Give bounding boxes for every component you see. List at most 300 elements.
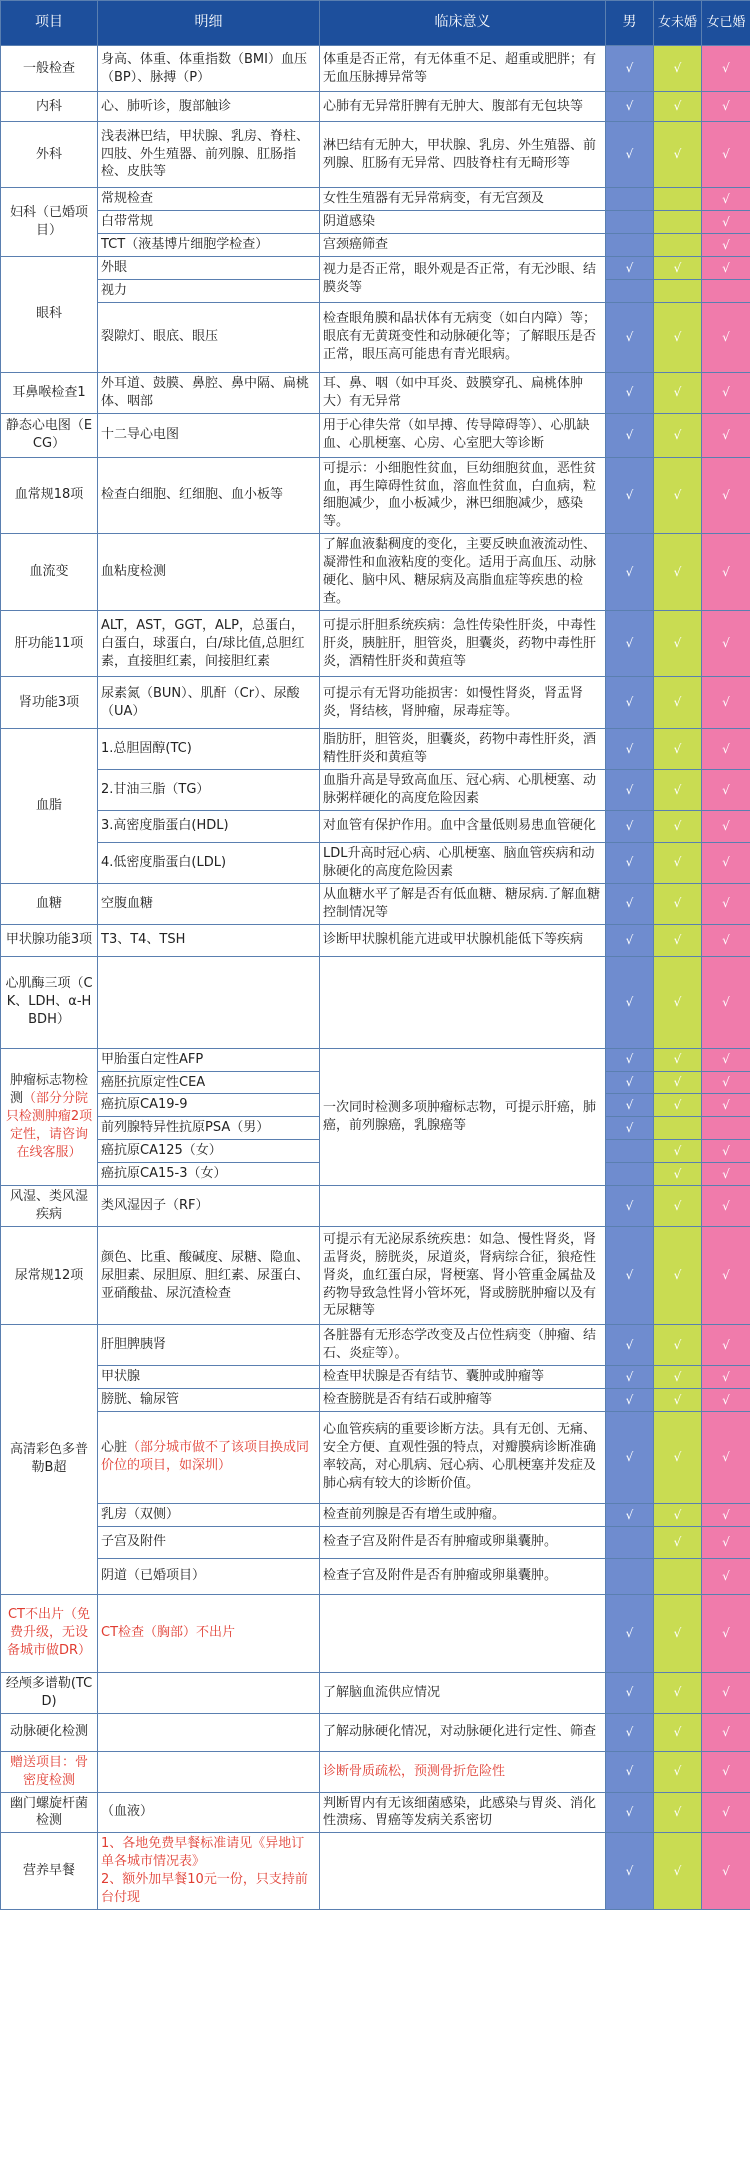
category-cell xyxy=(1,256,98,372)
category-cell xyxy=(1,883,98,924)
category-cell xyxy=(1,956,98,1048)
detail-cell xyxy=(98,611,320,677)
male-check: √ xyxy=(606,1325,654,1366)
detail-cell xyxy=(98,1503,320,1526)
male-check: √ xyxy=(606,1833,654,1910)
detail-text: 外耳道、鼓膜、鼻腔、鼻中隔、扁桃体、咽部 xyxy=(101,375,310,409)
female-married-check: √ xyxy=(702,1186,750,1227)
meaning-cell: 检查子宫及附件是否有肿瘤或卵巢囊肿。 xyxy=(320,1558,606,1594)
male-check: √ xyxy=(606,729,654,770)
detail-cell xyxy=(98,1672,320,1713)
category-cell xyxy=(1,92,98,122)
category-label: 肝功能11项 xyxy=(14,635,84,651)
category-cell xyxy=(1,1672,98,1713)
female-unmarried-check: √ xyxy=(654,1411,702,1503)
category-label: 动脉硬化检测 xyxy=(9,1724,88,1740)
category-cell xyxy=(1,413,98,457)
meaning-cell: 诊断甲状腺机能亢进或甲状腺机能低下等疾病 xyxy=(320,924,606,956)
male-check: √ xyxy=(606,1365,654,1388)
male-check: √ xyxy=(606,256,654,279)
detail-cell xyxy=(98,413,320,457)
detail-text: 前列腺特异性抗原PSA（男） xyxy=(101,1120,270,1136)
detail-text: 检查白细胞、红细胞、血小板等 xyxy=(101,487,284,503)
female-married-check: √ xyxy=(702,1833,750,1910)
detail-cell xyxy=(98,1792,320,1833)
female-married-check: √ xyxy=(702,210,750,233)
meaning-cell: 检查眼角膜和晶状体有无病变（如白内障）等；眼底有无黄斑变性和动脉硬化等；了解眼压是否正常，眼压高可能患有青光眼病。 xyxy=(320,302,606,372)
female-married-check: √ xyxy=(702,924,750,956)
detail-text: 甲状腺 xyxy=(101,1368,141,1384)
detail-text: 十二导心电图 xyxy=(101,427,180,443)
detail-text: T3、T4、TSH xyxy=(101,932,186,948)
meaning-cell xyxy=(320,1833,606,1910)
female-married-check: √ xyxy=(702,1713,750,1751)
male-check: √ xyxy=(606,810,654,842)
detail-cell xyxy=(98,1117,320,1140)
meaning-cell: 了解血液黏稠度的变化，主要反映血液流动性、凝滞性和血液粘度的变化。适用于高血压、动脉硬化、脑中风、糖尿病及高脂血症等疾患的检查。 xyxy=(320,534,606,611)
female-unmarried-check: √ xyxy=(654,1672,702,1713)
meaning-cell: 可提示有无泌尿系统疾患：如急、慢性肾炎，肾盂肾炎，膀胱炎，尿道炎，肾病综合征，狼疮性肾炎，血红蛋白尿，肾梗塞、肾小管重金属盐及药物导致急性肾小管坏死，肾或膀胱肿瘤以及有无尿糖等 xyxy=(320,1227,606,1325)
table-row xyxy=(1,1833,750,1910)
detail-cell xyxy=(98,1833,320,1910)
detail-cell xyxy=(98,1071,320,1094)
meaning-cell: 各脏器有无形态学改变及占位性病变（肿瘤、结石、炎症等）。 xyxy=(320,1325,606,1366)
detail-text: （血液） xyxy=(101,1804,154,1820)
meaning-cell: 可提示有无肾功能损害：如慢性肾炎，肾盂肾炎，肾结核，肾肿瘤，尿毒症等。 xyxy=(320,677,606,729)
male-check xyxy=(606,1558,654,1594)
detail-cell xyxy=(98,457,320,534)
detail-cell xyxy=(98,924,320,956)
female-unmarried-check: √ xyxy=(654,810,702,842)
female-married-check: √ xyxy=(702,233,750,256)
detail-text: 癌胚抗原定性CEA xyxy=(101,1074,206,1090)
female-unmarried-check: √ xyxy=(654,413,702,457)
table-row xyxy=(1,92,750,122)
category-label: 高清彩色多普勒B超 xyxy=(9,1442,88,1476)
detail-cell xyxy=(98,677,320,729)
female-married-check xyxy=(702,279,750,302)
male-check: √ xyxy=(606,1672,654,1713)
female-married-check: √ xyxy=(702,372,750,413)
female-unmarried-check: √ xyxy=(654,611,702,677)
table-row xyxy=(1,1325,750,1366)
female-unmarried-check: √ xyxy=(654,1325,702,1366)
detail-text: 癌抗原CA125（女） xyxy=(101,1143,222,1159)
female-married-check: √ xyxy=(702,1388,750,1411)
female-married-check: √ xyxy=(702,677,750,729)
detail-text: 3.高密度脂蛋白(HDL) xyxy=(101,818,229,834)
detail-cell xyxy=(98,233,320,256)
meaning-cell: 可提示：小细胞性贫血，巨幼细胞贫血，恶性贫血，再生障碍性贫血，溶血性贫血，白血病，粒细胞减少，血小板减少，淋巴细胞减少，感染等。 xyxy=(320,457,606,534)
female-married-check: √ xyxy=(702,122,750,188)
table-row xyxy=(1,842,750,883)
table-row xyxy=(1,1227,750,1325)
male-check: √ xyxy=(606,1227,654,1325)
table-row xyxy=(1,769,750,810)
meaning-cell: 检查膀胱是否有结石或肿瘤等 xyxy=(320,1388,606,1411)
female-unmarried-check: √ xyxy=(654,372,702,413)
detail-cell xyxy=(98,1186,320,1227)
table-header xyxy=(1,1,750,46)
category-label: 血常规18项 xyxy=(14,487,84,503)
female-married-check: √ xyxy=(702,46,750,92)
category-cell xyxy=(1,1227,98,1325)
category-label: 外科 xyxy=(35,146,62,162)
female-unmarried-check: √ xyxy=(654,924,702,956)
category-cell xyxy=(1,122,98,188)
female-married-check: √ xyxy=(702,1071,750,1094)
category-label: CT不出片（免费升级，无设备城市做DR） xyxy=(6,1607,92,1659)
table-body xyxy=(1,46,750,1910)
header-female-married: 女已婚 xyxy=(702,1,750,46)
female-married-check: √ xyxy=(702,1594,750,1672)
meaning-cell: 淋巴结有无肿大，甲状腺、乳房、外生殖器、前列腺、肛肠有无异常、四肢脊柱有无畸形等 xyxy=(320,122,606,188)
table-row xyxy=(1,457,750,534)
meaning-cell: 耳、鼻、咽（如中耳炎、鼓膜穿孔、扁桃体肿大）有无异常 xyxy=(320,372,606,413)
detail-cell xyxy=(98,1094,320,1117)
female-unmarried-check: √ xyxy=(654,122,702,188)
table-row xyxy=(1,1365,750,1388)
meaning-cell: 心血管疾病的重要诊断方法。具有无创、无痛、安全方便、直观性强的特点，对瓣膜病诊断准确率较高，对心肌病、冠心病、心肌梗塞并发症及肺心病有较大的诊断价值。 xyxy=(320,1411,606,1503)
category-cell xyxy=(1,46,98,92)
detail-cell xyxy=(98,1526,320,1558)
detail-text: 外眼 xyxy=(101,259,128,275)
table-row xyxy=(1,1526,750,1558)
female-unmarried-check: √ xyxy=(654,1503,702,1526)
female-married-check: √ xyxy=(702,92,750,122)
female-unmarried-check: √ xyxy=(654,1388,702,1411)
header-male: 男 xyxy=(606,1,654,46)
category-cell xyxy=(1,611,98,677)
category-label: 血糖 xyxy=(35,895,62,911)
detail-text: 阴道（已婚项目） xyxy=(101,1568,206,1584)
table-row xyxy=(1,256,750,279)
detail-text: CT检查（胸部）不出片 xyxy=(101,1625,236,1641)
category-cell xyxy=(1,1713,98,1751)
female-unmarried-check: √ xyxy=(654,256,702,279)
category-label: 静态心电图（ECG） xyxy=(5,418,93,452)
male-check: √ xyxy=(606,1071,654,1094)
female-unmarried-check: √ xyxy=(654,46,702,92)
table-row xyxy=(1,188,750,211)
category-label: 经颅多谱勒(TCD) xyxy=(5,1675,93,1709)
female-married-check: √ xyxy=(702,256,750,279)
male-check: √ xyxy=(606,1792,654,1833)
male-check: √ xyxy=(606,883,654,924)
detail-text: ALT，AST，GGT，ALP，总蛋白，白蛋白，球蛋白，白/球比值,总胆红素，直接胆红素，间接胆红素 xyxy=(101,617,305,669)
female-married-check: √ xyxy=(702,457,750,534)
detail-cell xyxy=(98,1594,320,1672)
table-row xyxy=(1,1751,750,1792)
detail-cell xyxy=(98,279,320,302)
male-check: √ xyxy=(606,1186,654,1227)
detail-cell xyxy=(98,956,320,1048)
female-unmarried-check: √ xyxy=(654,842,702,883)
table-row xyxy=(1,956,750,1048)
female-unmarried-check: √ xyxy=(654,883,702,924)
meaning-cell: 可提示肝胆系统疾病：急性传染性肝炎，中毒性肝炎，胰脏肝，胆管炎，胆囊炎，药物中毒性肝炎，酒精性肝炎和黄疸等 xyxy=(320,611,606,677)
male-check: √ xyxy=(606,842,654,883)
category-label: 甲状腺功能3项 xyxy=(5,932,93,948)
detail-text: 肝胆脾胰肾 xyxy=(101,1337,167,1353)
male-check: √ xyxy=(606,769,654,810)
header-meaning: 临床意义 xyxy=(320,1,606,46)
detail-cell xyxy=(98,1751,320,1792)
detail-cell xyxy=(98,769,320,810)
detail-text: 白带常规 xyxy=(101,213,154,229)
female-unmarried-check: √ xyxy=(654,1751,702,1792)
female-married-check: √ xyxy=(702,611,750,677)
female-married-check: √ xyxy=(702,1140,750,1163)
female-married-check: √ xyxy=(702,1411,750,1503)
category-cell xyxy=(1,677,98,729)
category-label: 一般检查 xyxy=(22,60,75,76)
table-row xyxy=(1,233,750,256)
meaning-cell: 了解脑血流供应情况 xyxy=(320,1672,606,1713)
female-unmarried-check: √ xyxy=(654,1792,702,1833)
female-married-check: √ xyxy=(702,769,750,810)
male-check xyxy=(606,1140,654,1163)
category-cell xyxy=(1,1186,98,1227)
detail-text: 1、各地免费早餐标准请见《异地订单各城市情况表》 2、额外加早餐10元一份，只支持前台付现 xyxy=(101,1836,308,1906)
male-check xyxy=(606,210,654,233)
meaning-cell: 检查甲状腺是否有结节、囊肿或肿瘤等 xyxy=(320,1365,606,1388)
table-row xyxy=(1,883,750,924)
category-label: 肿瘤标志物检测 xyxy=(9,1073,88,1106)
male-check: √ xyxy=(606,1048,654,1071)
detail-text: 浅表淋巴结，甲状腺、乳房、脊柱、四肢、外生殖器、前列腺、肛肠指检、皮肤等 xyxy=(101,128,310,180)
meaning-cell: 体重是否正常，有无体重不足、超重或肥胖；有无血压脉搏异常等 xyxy=(320,46,606,92)
table-row xyxy=(1,611,750,677)
female-married-check: √ xyxy=(702,810,750,842)
female-married-check: √ xyxy=(702,1503,750,1526)
male-check: √ xyxy=(606,1094,654,1117)
male-check: √ xyxy=(606,1503,654,1526)
male-check: √ xyxy=(606,122,654,188)
category-cell xyxy=(1,534,98,611)
female-unmarried-check xyxy=(654,1558,702,1594)
male-check xyxy=(606,188,654,211)
table-row xyxy=(1,413,750,457)
detail-cell xyxy=(98,1227,320,1325)
female-married-check: √ xyxy=(702,1227,750,1325)
meaning-cell: 视力是否正常，眼外观是否正常，有无沙眼、结膜炎等 xyxy=(320,256,606,302)
male-check: √ xyxy=(606,1388,654,1411)
detail-cell xyxy=(98,1325,320,1366)
table-row xyxy=(1,677,750,729)
male-check: √ xyxy=(606,924,654,956)
detail-cell xyxy=(98,1365,320,1388)
meaning-cell: 脂肪肝，胆管炎，胆囊炎，药物中毒性肝炎，酒精性肝炎和黄疸等 xyxy=(320,729,606,770)
female-unmarried-check: √ xyxy=(654,1526,702,1558)
male-check: √ xyxy=(606,534,654,611)
male-check: √ xyxy=(606,457,654,534)
female-married-check: √ xyxy=(702,883,750,924)
female-unmarried-check xyxy=(654,233,702,256)
female-married-check: √ xyxy=(702,534,750,611)
female-married-check: √ xyxy=(702,1672,750,1713)
detail-text: 常规检查 xyxy=(101,191,154,206)
table-row xyxy=(1,810,750,842)
female-unmarried-check xyxy=(654,210,702,233)
male-check: √ xyxy=(606,1117,654,1140)
detail-cell xyxy=(98,1048,320,1071)
meaning-cell: 阴道感染 xyxy=(320,210,606,233)
category-cell xyxy=(1,1751,98,1792)
table-row xyxy=(1,534,750,611)
detail-text: 身高、体重、体重指数（BMI）血压（BP）、脉搏（P） xyxy=(101,51,307,85)
female-unmarried-check: √ xyxy=(654,534,702,611)
table-row xyxy=(1,46,750,92)
detail-cell xyxy=(98,372,320,413)
meaning-cell xyxy=(320,1186,606,1227)
detail-text: 1.总胆固醇(TC) xyxy=(101,741,192,757)
table-row xyxy=(1,1594,750,1672)
category-label: 肾功能3项 xyxy=(18,694,80,710)
detail-text: 4.低密度脂蛋白(LDL) xyxy=(101,854,227,870)
category-cell xyxy=(1,1048,98,1186)
female-married-check: √ xyxy=(702,1365,750,1388)
meaning-cell: 女性生殖器有无异常病变，有无宫颈及 xyxy=(320,188,606,211)
female-married-check xyxy=(702,1117,750,1140)
female-married-check: √ xyxy=(702,1751,750,1792)
female-married-check: √ xyxy=(702,1526,750,1558)
table-row xyxy=(1,1503,750,1526)
male-check: √ xyxy=(606,956,654,1048)
female-unmarried-check: √ xyxy=(654,1227,702,1325)
table-row xyxy=(1,302,750,372)
header-detail: 明细 xyxy=(98,1,320,46)
detail-text: 尿素氮（BUN）、肌酐（Cr）、尿酸（UA） xyxy=(101,685,300,719)
meaning-cell: 宫颈癌筛查 xyxy=(320,233,606,256)
detail-cell xyxy=(98,210,320,233)
female-married-check: √ xyxy=(702,842,750,883)
female-married-check: √ xyxy=(702,302,750,372)
detail-cell xyxy=(98,1713,320,1751)
detail-cell xyxy=(98,188,320,211)
header-female-unmarried: 女未婚 xyxy=(654,1,702,46)
female-unmarried-check xyxy=(654,279,702,302)
detail-text: 癌抗原CA19-9 xyxy=(101,1097,188,1113)
male-check xyxy=(606,1526,654,1558)
detail-cell xyxy=(98,1558,320,1594)
detail-cell xyxy=(98,92,320,122)
meaning-cell: 判断胃内有无该细菌感染，此感染与胃炎、消化性溃疡、胃癌等发病关系密切 xyxy=(320,1792,606,1833)
detail-cell xyxy=(98,1411,320,1503)
female-married-check: √ xyxy=(702,1094,750,1117)
table-row xyxy=(1,1388,750,1411)
meaning-cell: 一次同时检测多项肿瘤标志物，可提示肝癌，肺癌，前列腺癌，乳腺癌等 xyxy=(320,1048,606,1186)
male-check xyxy=(606,1163,654,1186)
detail-cell xyxy=(98,1163,320,1186)
detail-cell xyxy=(98,122,320,188)
meaning-cell: 诊断骨质疏松，预测骨折危险性 xyxy=(320,1751,606,1792)
table-row xyxy=(1,1558,750,1594)
female-unmarried-check: √ xyxy=(654,1140,702,1163)
meaning-cell: 心肺有无异常肝脾有无肿大、腹部有无包块等 xyxy=(320,92,606,122)
male-check: √ xyxy=(606,413,654,457)
category-cell xyxy=(1,1594,98,1672)
meaning-cell xyxy=(320,1594,606,1672)
female-unmarried-check xyxy=(654,1117,702,1140)
female-unmarried-check: √ xyxy=(654,677,702,729)
detail-cell xyxy=(98,46,320,92)
header-row xyxy=(1,1,750,46)
female-unmarried-check: √ xyxy=(654,729,702,770)
meaning-cell: 对血管有保护作用。血中含量低则易患血管硬化 xyxy=(320,810,606,842)
detail-text: 颜色、比重、酸碱度、尿糖、隐血、尿胆素、尿胆原、胆红素、尿蛋白、亚硝酸盐、尿沉渣检查 xyxy=(101,1249,310,1301)
detail-cell xyxy=(98,729,320,770)
table-row xyxy=(1,1713,750,1751)
detail-cell xyxy=(98,842,320,883)
detail-cell xyxy=(98,534,320,611)
detail-text: 类风湿因子（RF） xyxy=(101,1198,209,1214)
table-row xyxy=(1,729,750,770)
category-cell xyxy=(1,1833,98,1910)
meaning-cell: LDL升高时冠心病、心肌梗塞、脑血管疾病和动脉硬化的高度危险因素 xyxy=(320,842,606,883)
table-row xyxy=(1,1411,750,1503)
category-label: 血流变 xyxy=(29,564,69,580)
detail-text: 2.甘油三脂（TG） xyxy=(101,781,210,797)
female-married-check: √ xyxy=(702,413,750,457)
female-unmarried-check: √ xyxy=(654,769,702,810)
male-check: √ xyxy=(606,46,654,92)
category-label: 耳鼻喉检查1 xyxy=(12,384,86,400)
female-unmarried-check: √ xyxy=(654,302,702,372)
category-label: 尿常规12项 xyxy=(14,1267,84,1283)
detail-cell xyxy=(98,883,320,924)
category-label: 风湿、类风湿疾病 xyxy=(9,1189,88,1223)
category-label: 内科 xyxy=(35,98,62,114)
category-label: 赠送项目：骨密度检测 xyxy=(9,1754,88,1788)
female-married-check: √ xyxy=(702,1048,750,1071)
detail-cell xyxy=(98,256,320,279)
male-check: √ xyxy=(606,1594,654,1672)
meaning-cell: 检查前列腺是否有增生或肿瘤。 xyxy=(320,1503,606,1526)
table-row xyxy=(1,372,750,413)
detail-text: 空腹血糖 xyxy=(101,895,154,911)
table-row xyxy=(1,210,750,233)
female-unmarried-check: √ xyxy=(654,92,702,122)
detail-text: 血粘度检测 xyxy=(101,564,167,580)
male-check: √ xyxy=(606,1751,654,1792)
detail-text: 心、肺听诊，腹部触诊 xyxy=(101,98,232,114)
category-cell xyxy=(1,924,98,956)
table-row xyxy=(1,924,750,956)
detail-note: （部分城市做不了该项目换成同价位的项目，如深圳） xyxy=(101,1440,310,1474)
category-cell xyxy=(1,188,98,257)
category-label: 血脂 xyxy=(35,797,62,813)
meaning-cell: 检查子宫及附件是否有肿瘤或卵巢囊肿。 xyxy=(320,1526,606,1558)
category-cell xyxy=(1,457,98,534)
female-unmarried-check: √ xyxy=(654,1094,702,1117)
female-married-check: √ xyxy=(702,1163,750,1186)
female-married-check: √ xyxy=(702,1792,750,1833)
female-unmarried-check: √ xyxy=(654,1713,702,1751)
header-item: 项目 xyxy=(1,1,98,46)
female-married-check: √ xyxy=(702,1558,750,1594)
female-unmarried-check: √ xyxy=(654,1833,702,1910)
category-cell xyxy=(1,729,98,884)
female-unmarried-check: √ xyxy=(654,1071,702,1094)
female-married-check: √ xyxy=(702,188,750,211)
category-label: 眼科 xyxy=(35,306,62,322)
detail-text: 乳房（双侧） xyxy=(101,1506,180,1522)
male-check xyxy=(606,233,654,256)
female-unmarried-check: √ xyxy=(654,1163,702,1186)
category-label: 心肌酶三项（CK、LDH、α-HBDH） xyxy=(5,976,93,1028)
category-label: 妇科（已婚项目） xyxy=(9,204,88,238)
